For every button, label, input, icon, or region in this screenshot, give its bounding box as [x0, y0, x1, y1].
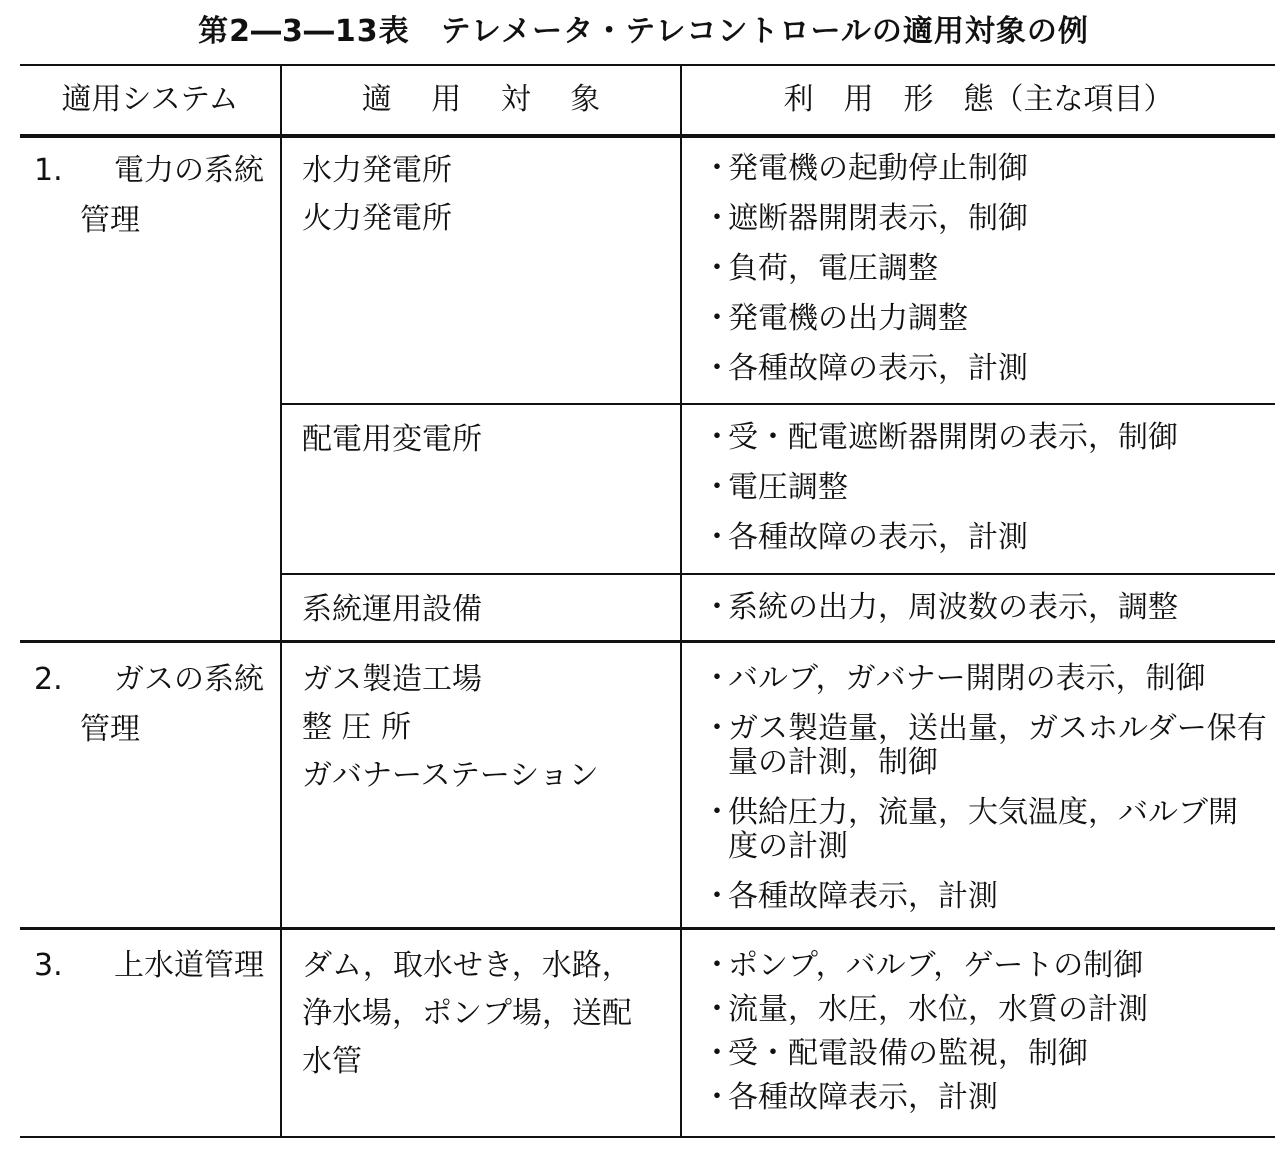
usage-list-item	[702, 796, 1267, 864]
usage-item-text: ポンプ，バルブ，ゲートの制御	[728, 948, 1144, 983]
header-rule	[20, 134, 1275, 138]
column-divider-2	[680, 66, 682, 1136]
bullet-marker: ・	[702, 470, 732, 505]
bullet-marker: ・	[702, 151, 732, 186]
target-system-operation: 系統運用設備	[302, 592, 482, 627]
top-rule	[20, 64, 1275, 66]
target-thermal-plant: 火力発電所	[302, 201, 452, 236]
usage-item-text: 各種故障の表示，計測	[728, 351, 1028, 386]
usage-item-text: 発電機の起動停止制御	[728, 151, 1028, 186]
usage-item-text: 各種故障表示，計測	[728, 879, 998, 914]
header-usage: 利 用 形 態（主な項目）	[783, 82, 1174, 117]
gas-system-cell	[34, 655, 264, 755]
usage-item-text: 流量，水圧，水位，水質の計測	[728, 992, 1148, 1027]
usage-list-item	[702, 662, 1267, 696]
bullet-marker: ・	[702, 1080, 732, 1115]
usage-item-text: ガス製造量，送出量，ガスホルダー保有量の計測，制御	[728, 711, 1267, 780]
water-usage-list	[702, 949, 1267, 1125]
target-governor-station: ガバナーステーション	[302, 758, 599, 793]
usage-list-item	[702, 252, 1267, 286]
target-water-line-1: ダム，取水せき，水路，	[302, 948, 632, 983]
usage-list-item	[702, 1037, 1267, 1071]
usage-list-item	[702, 302, 1267, 336]
usage-item-text: 供給圧力，流量，大気温度，バルブ開度の計測	[728, 795, 1238, 864]
usage-list-item	[702, 152, 1267, 186]
usage-list-item	[702, 352, 1267, 386]
gas-row-number: 2.	[34, 662, 63, 697]
usage-item-text: 系統の出力，周波数の表示，調整	[728, 590, 1178, 625]
usage-list-item	[702, 591, 1267, 625]
bullet-marker: ・	[702, 1036, 732, 1071]
gas-targets	[302, 655, 599, 799]
usage-list-item	[702, 202, 1267, 236]
water-system-cell	[34, 941, 264, 991]
bottom-rule	[20, 1136, 1275, 1138]
usage-item-text: 発電機の出力調整	[728, 301, 968, 336]
target-distribution-substation: 配電用変電所	[302, 422, 482, 457]
bullet-marker: ・	[702, 201, 732, 236]
column-divider-1	[280, 66, 282, 1136]
usage-item-text: 電圧調整	[728, 470, 848, 505]
power-hydro-targets	[302, 146, 452, 242]
gas-system-name-cont: 管理	[80, 712, 140, 747]
power-operation-targets	[302, 585, 482, 633]
usage-item-text: 受・配電設備の監視，制御	[728, 1036, 1088, 1071]
bullet-marker: ・	[702, 992, 732, 1027]
usage-list-item	[702, 471, 1267, 505]
usage-list-item	[702, 521, 1267, 555]
power-row-number: 1.	[34, 153, 63, 188]
usage-item-text: 各種故障表示，計測	[728, 1080, 998, 1115]
bullet-marker: ・	[702, 948, 732, 983]
gas-system-name: ガスの系統	[114, 662, 264, 697]
usage-list-item	[702, 712, 1267, 780]
target-water-line-3: 水管	[302, 1044, 362, 1079]
bullet-marker: ・	[702, 711, 732, 746]
bullet-marker: ・	[702, 251, 732, 286]
bullet-marker: ・	[702, 661, 732, 696]
bullet-marker: ・	[702, 795, 732, 830]
table-title: 第2―3―13表 テレメータ・テレコントロールの適用対象の例	[198, 14, 1089, 49]
usage-item-text: 受・配電遮断器開閉の表示，制御	[728, 420, 1178, 455]
subrow-rule-operation	[282, 573, 1275, 575]
usage-item-text: 負荷，電圧調整	[728, 251, 938, 286]
header-system: 適用システム	[61, 82, 239, 117]
target-pressure-station: 整 圧 所	[302, 710, 412, 745]
water-targets	[302, 941, 632, 1085]
power-system-name: 電力の系統	[114, 153, 264, 188]
power-operation-usage-list	[702, 591, 1267, 641]
usage-item-text: バルブ，ガバナー開閉の表示，制御	[728, 661, 1206, 696]
bullet-marker: ・	[702, 590, 732, 625]
usage-item-text: 各種故障の表示，計測	[728, 520, 1028, 555]
header-target: 適 用 対 象	[361, 82, 601, 117]
target-water-line-2: 浄水場，ポンプ場，送配	[302, 996, 632, 1031]
power-hydro-usage-list	[702, 152, 1267, 402]
bullet-marker: ・	[702, 879, 732, 914]
usage-list-item	[702, 421, 1267, 455]
target-hydro-plant: 水力発電所	[302, 153, 452, 188]
water-system-name: 上水道管理	[114, 948, 264, 983]
bullet-marker: ・	[702, 520, 732, 555]
usage-list-item	[702, 949, 1267, 983]
power-system-cell	[34, 146, 264, 246]
water-row-number: 3.	[34, 948, 63, 983]
gas-usage-list	[702, 662, 1267, 930]
power-substation-usage-list	[702, 421, 1267, 571]
usage-list-item	[702, 1081, 1267, 1115]
usage-list-item	[702, 993, 1267, 1027]
target-gas-plant: ガス製造工場	[302, 662, 482, 697]
usage-item-text: 遮断器開閉表示，制御	[728, 201, 1028, 236]
bullet-marker: ・	[702, 351, 732, 386]
bullet-marker: ・	[702, 301, 732, 336]
subrow-rule-substation	[282, 403, 1275, 405]
power-system-name-cont: 管理	[80, 203, 140, 238]
bullet-marker: ・	[702, 420, 732, 455]
power-substation-targets	[302, 415, 482, 463]
usage-list-item	[702, 880, 1267, 914]
